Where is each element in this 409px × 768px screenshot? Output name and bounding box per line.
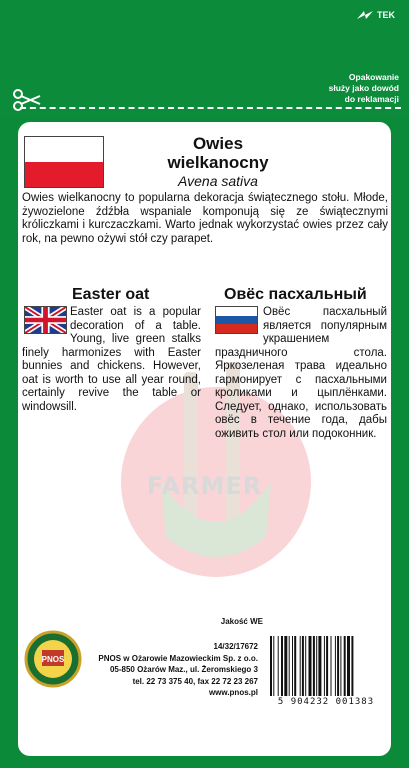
flag-poland [24, 136, 104, 188]
cut-line [20, 107, 401, 109]
title-en: Easter oat [72, 286, 150, 303]
title-line: wielkanocny [167, 153, 269, 172]
product-title-pl [128, 134, 308, 172]
barcode [270, 636, 382, 696]
tek-label: TEK [377, 10, 395, 20]
company-info [86, 641, 258, 699]
title-ru: Овёс пасхальный [224, 286, 367, 303]
barcode-bar [305, 636, 306, 696]
barcode-bar [335, 636, 336, 696]
company-line: PNOS w Ożarowie Mazowieckim Sp. z o.o. [98, 653, 258, 663]
barcode-bar [278, 636, 279, 696]
claim-notice [319, 72, 399, 105]
title-line: Owies [192, 134, 244, 153]
pnos-logo [24, 630, 82, 688]
barcode-bar [292, 636, 293, 696]
barcode-bar [318, 636, 321, 696]
barcode-bar [313, 636, 315, 696]
company-line: tel. 22 73 375 40, fax 22 72 23 267 [132, 676, 258, 686]
quality-label: Jakość WE [220, 617, 263, 626]
barcode-bar [300, 636, 301, 696]
logo-text: PNOS [41, 655, 65, 664]
barcode-bar [326, 636, 328, 696]
barcode-bar [284, 636, 287, 696]
barcode-number: 5 904232 001383 [277, 697, 375, 707]
barcode-bar [344, 636, 346, 696]
barcode-bar [316, 636, 317, 696]
latin-name: Avena sativa [178, 173, 258, 189]
tek-mark [356, 10, 395, 20]
label-card [18, 122, 391, 756]
barcode-bar [331, 636, 332, 696]
barcode-bar [347, 636, 350, 696]
barcode-bar [324, 636, 325, 696]
description-en: Easter oat is a popular decoration of a table. Young, live green stalks finely harmonizes with Easter bunnies and chickens. However, oat is worth to use all year round, certainly revive the table or windowsill. [22, 306, 201, 413]
quality-block [221, 616, 263, 627]
description-ru: Овёс пасхальный является популярным украшением праздничного стола. Яркозеленая трава идеально гармонирует с пасхальными кроликами и цыплёнками. Следует, однако, использовать овёс в течение года, дабы оживить стол или подоконник. [215, 306, 387, 440]
watermark-text: FARMER [146, 472, 263, 500]
barcode-bar [351, 636, 353, 696]
barcode-bar [294, 636, 296, 696]
description-pl: Owies wielkanocny to popularna dekoracja świątecznego stołu. Młode, żywozielone źdźbła wspaniale komponują się ze świątecznymi króliczkami i kurczaczkami. Warto jednak wykorzystać owies przez cały rok, na pewno ożywi stół czy parapet. [22, 192, 388, 245]
barcode-bar [273, 636, 274, 696]
company-website[interactable]: www.pnos.pl [208, 688, 258, 697]
barcode-bar [340, 636, 341, 696]
barcode-bar [309, 636, 312, 696]
claim-line: służy jako dowód [328, 83, 399, 93]
claim-line: do reklamacji [344, 94, 399, 104]
barcode-bar [337, 636, 339, 696]
barcode-bar [289, 636, 290, 696]
barcode-bar [302, 636, 304, 696]
flag-uk [24, 306, 67, 334]
company-line: 05-850 Ożarów Maz., ul. Żeromskiego 3 [109, 665, 258, 674]
barcode-bar [281, 636, 283, 696]
barcode-bar [270, 636, 272, 696]
flag-russia [215, 306, 258, 334]
tek-logo-icon [356, 10, 374, 20]
claim-line: Opakowanie [348, 72, 399, 82]
quality-code: 14/32/17672 [213, 642, 258, 651]
